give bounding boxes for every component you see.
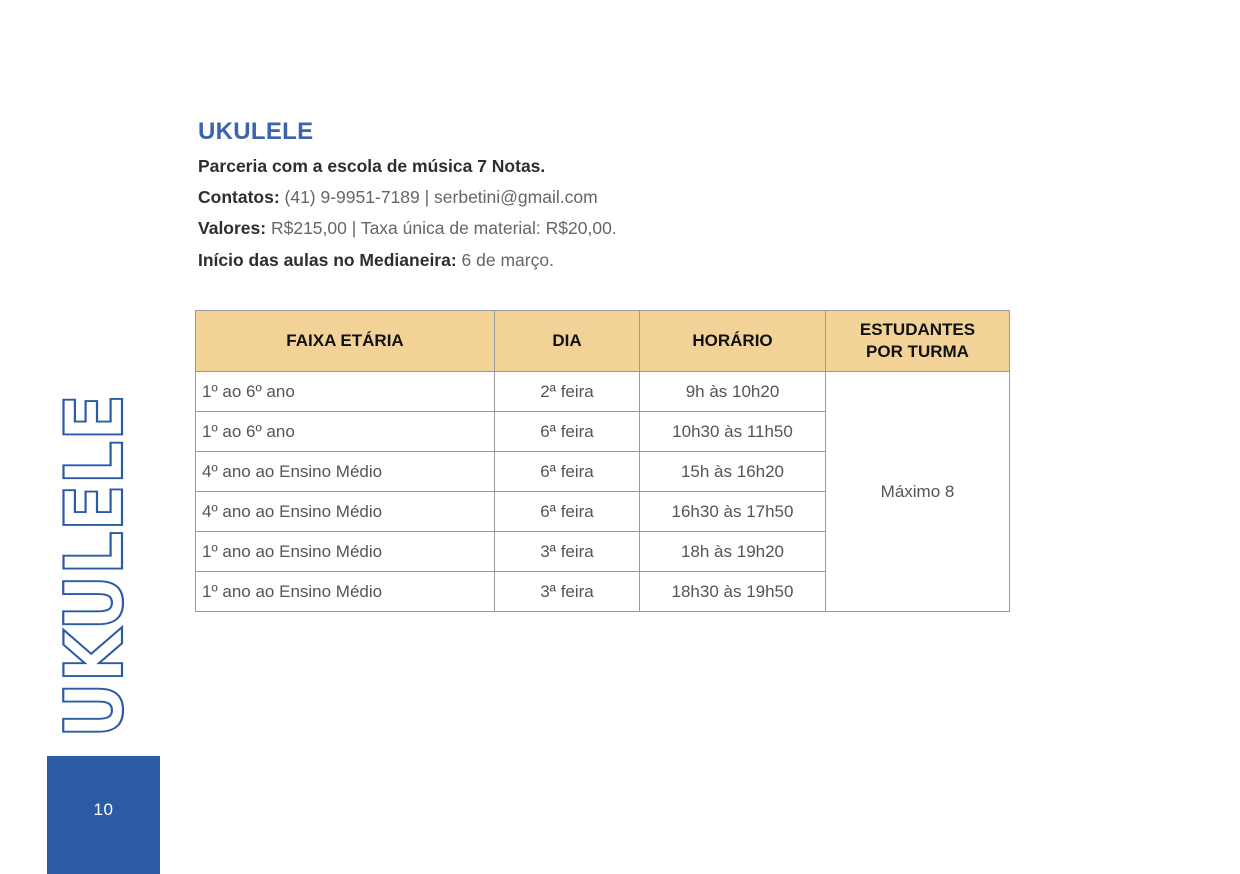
start-value: 6 de março. xyxy=(456,250,554,270)
header-time: HORÁRIO xyxy=(640,311,826,372)
cell-age: 1º ano ao Ensino Médio xyxy=(196,572,495,612)
cell-age: 1º ao 6º ano xyxy=(196,412,495,452)
cell-day: 6ª feira xyxy=(495,492,640,532)
header-students-line2: POR TURMA xyxy=(866,342,969,361)
cell-day: 3ª feira xyxy=(495,572,640,612)
prices-line xyxy=(198,217,617,239)
partnership-line: Parceria com a escola de música 7 Notas. xyxy=(198,156,546,176)
cell-time: 18h às 19h20 xyxy=(640,532,826,572)
contacts-value: (41) 9-9951-7189 | serbetini@gmail.com xyxy=(279,187,598,207)
contacts-line xyxy=(198,186,598,208)
cell-day: 2ª feira xyxy=(495,372,640,412)
start-line xyxy=(198,249,554,271)
cell-age: 1º ano ao Ensino Médio xyxy=(196,532,495,572)
side-title-text: UKULELE xyxy=(48,336,141,738)
start-label: Início das aulas no Medianeira: xyxy=(198,250,457,270)
schedule-table xyxy=(195,310,1010,612)
header-day: DIA xyxy=(495,311,640,372)
side-title-vertical xyxy=(48,336,141,740)
header-age: FAIXA ETÁRIA xyxy=(196,311,495,372)
cell-time: 15h às 16h20 xyxy=(640,452,826,492)
cell-time: 16h30 às 17h50 xyxy=(640,492,826,532)
cell-day: 3ª feira xyxy=(495,532,640,572)
section-heading: UKULELE xyxy=(198,118,314,145)
prices-value: R$215,00 | Taxa única de material: R$20,00. xyxy=(266,218,617,238)
cell-time: 9h às 10h20 xyxy=(640,372,826,412)
table-header-row xyxy=(196,311,1010,372)
page-number: 10 xyxy=(93,800,114,819)
table-row xyxy=(196,372,1010,412)
cell-age: 4º ano ao Ensino Médio xyxy=(196,452,495,492)
prices-label: Valores: xyxy=(198,218,267,238)
cell-age: 4º ano ao Ensino Médio xyxy=(196,492,495,532)
cell-day: 6ª feira xyxy=(495,452,640,492)
header-students xyxy=(826,311,1010,372)
cell-time: 10h30 às 11h50 xyxy=(640,412,826,452)
header-students-line1: ESTUDANTES xyxy=(859,320,976,339)
contacts-label: Contatos: xyxy=(198,187,280,207)
cell-capacity: Máximo 8 xyxy=(826,372,1010,612)
cell-time: 18h30 às 19h50 xyxy=(640,572,826,612)
cell-age: 1º ao 6º ano xyxy=(196,372,495,412)
page-number-block xyxy=(47,756,160,874)
cell-day: 6ª feira xyxy=(495,412,640,452)
